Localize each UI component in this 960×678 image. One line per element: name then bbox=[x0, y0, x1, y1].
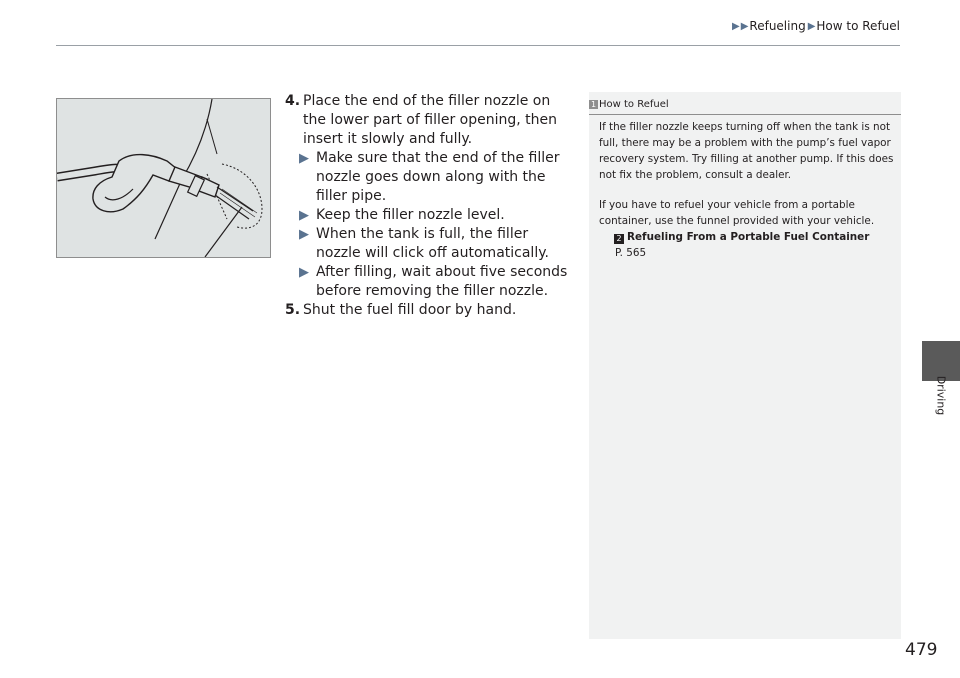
sidebar-body bbox=[599, 119, 895, 261]
step-4-note bbox=[285, 263, 575, 301]
fuel-nozzle-illustration bbox=[56, 98, 271, 258]
breadcrumb-refueling: Refueling bbox=[749, 19, 806, 33]
note-text: When the tank is full, the filler nozzle will click off automatically. bbox=[316, 226, 549, 261]
step-5 bbox=[285, 301, 575, 320]
cross-reference-link[interactable] bbox=[599, 229, 895, 245]
note-text: Keep the filler nozzle level. bbox=[316, 207, 505, 223]
step-4-note bbox=[285, 206, 575, 225]
note-badge: 1 bbox=[590, 99, 597, 109]
breadcrumb bbox=[732, 19, 900, 33]
arrow-right-icon: ▶ bbox=[299, 227, 309, 242]
arrow-right-icon: ▶ bbox=[299, 265, 309, 280]
chapter-label bbox=[926, 370, 956, 420]
page-number: 479 bbox=[905, 640, 938, 660]
breadcrumb-how-to-refuel: How to Refuel bbox=[816, 19, 900, 33]
sidebar-title bbox=[589, 97, 669, 111]
step-4-note bbox=[285, 225, 575, 263]
header-divider bbox=[56, 45, 900, 46]
arrow-right-icon: ▶ bbox=[299, 208, 309, 223]
arrow-right-icon: ▶ bbox=[299, 151, 309, 166]
triangle-right-icon: ▶ bbox=[740, 20, 749, 32]
sidebar-paragraph: If you have to refuel your vehicle from a portable container, use the funnel provided with your vehicle. bbox=[599, 199, 875, 227]
step-text: Place the end of the filler nozzle on the lower part of filler opening, then insert it slowly and fully. bbox=[303, 93, 558, 147]
step-4-note bbox=[285, 149, 575, 206]
step-number: 5. bbox=[285, 302, 301, 318]
step-4 bbox=[285, 92, 575, 149]
triangle-right-icon: ▶ bbox=[732, 20, 740, 32]
sidebar-divider bbox=[589, 114, 901, 115]
sidebar-paragraph: If the filler nozzle keeps turning off when the tank is not full, there may be a problem with the pump’s fuel vapor recovery system. Try filling at another pump. If this does not fix the problem, consult a dealer. bbox=[599, 121, 894, 181]
triangle-right-icon: ▶ bbox=[807, 20, 816, 32]
reference-icon: 2 bbox=[614, 234, 624, 244]
step-number: 4. bbox=[285, 93, 301, 109]
note-text: Make sure that the end of the filler nozzle goes down along with the filler pipe. bbox=[316, 150, 560, 204]
fuel-nozzle-icon bbox=[57, 99, 270, 257]
chapter-label-text: Driving bbox=[934, 375, 948, 415]
reference-page: P. 565 bbox=[615, 247, 647, 259]
instruction-steps bbox=[285, 92, 575, 320]
step-text: Shut the fuel fill door by hand. bbox=[303, 302, 517, 318]
reference-title: Refueling From a Portable Fuel Container bbox=[627, 231, 870, 243]
sidebar-title-text: How to Refuel bbox=[599, 98, 669, 110]
note-sidebar bbox=[589, 92, 901, 639]
note-text: After filling, wait about five seconds before removing the filler nozzle. bbox=[316, 264, 568, 299]
